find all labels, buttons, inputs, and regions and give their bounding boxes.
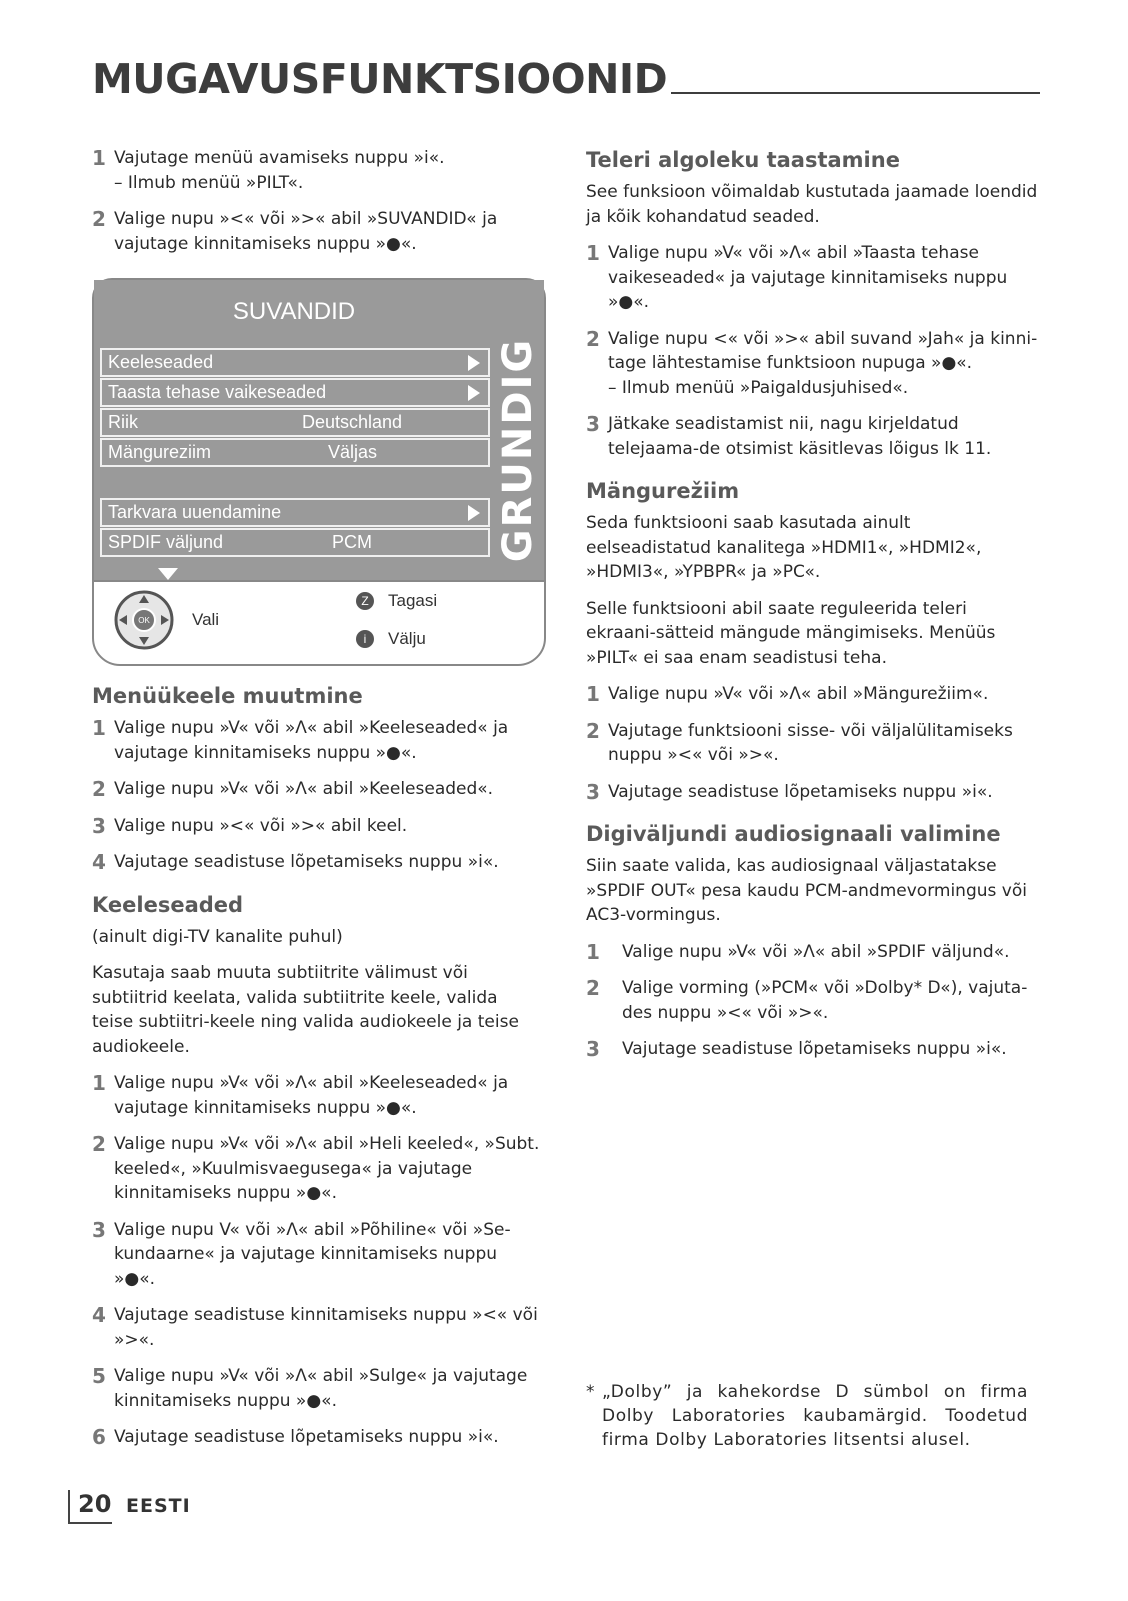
step-text: Valige nupu »V« või »Λ« abil »Taasta tehase vaikeseaded« ja vajutage kinnitamiseks nuppu »●«. <box>608 243 1008 312</box>
step-text: Valige nupu »V« või »Λ« abil »Keeleseaded« ja vajutage kinnitamiseks nuppu »●«. <box>114 718 509 763</box>
step-text: Valige nupu »<« või »>« abil »SUVANDID« ja vajutage kinnitamiseks nuppu »●«. <box>114 209 498 254</box>
step <box>92 850 542 875</box>
step-number: 2 <box>92 207 106 231</box>
section-title: Teleri algoleku taastamine <box>586 148 900 172</box>
step-text: Valige nupu »V« või »Λ« abil »Sulge« ja vajutage kinnitamiseks nuppu »●«. <box>114 1366 528 1411</box>
back-label: Tagasi <box>388 591 438 610</box>
step-text: Valige nupu V« või »Λ« abil »Põhiline« või »Se-kundaarne« ja vajutage kinnitamiseks nuppu »●«. <box>114 1219 511 1289</box>
step <box>586 1037 1038 1062</box>
arrow-right-icon <box>468 355 480 371</box>
page-header <box>92 54 1040 104</box>
menu-row-label: Taasta tehase vaikeseaded <box>108 382 327 402</box>
step <box>92 814 542 839</box>
exit-label: Välju <box>388 629 426 648</box>
step-text: Vajutage seadistuse kinnitamiseks nuppu »<« või »>«. <box>114 1305 538 1350</box>
footer-bracket <box>68 1522 112 1524</box>
step <box>586 940 1038 965</box>
menu-row-label: SPDIF väljund <box>108 532 224 552</box>
scroll-down-icon <box>158 568 178 580</box>
step-number: 1 <box>92 1071 106 1095</box>
step-text: Vajutage funktsiooni sisse- või väljalülitamiseks nuppu »<« või »>«. <box>608 720 1013 765</box>
step-text: Jätkake seadistamist nii, nagu kirjeldatud telejaama-de otsimist käsitlevas lõigus lk 11. <box>608 414 992 459</box>
step-text: Vajutage seadistuse lõpetamiseks nuppu »i«. <box>608 781 993 802</box>
step-number: 4 <box>92 1303 106 1327</box>
section-paragraph: Selle funktsiooni abil saate reguleerida teleri ekraani-sätteid mängude mängimiseks. Menüüs »PILT« ei saa enam seadistusi teha. <box>586 598 996 668</box>
footnote-mark: * <box>586 1382 595 1402</box>
step-number: 1 <box>586 682 600 706</box>
step <box>586 780 1038 805</box>
page-title: MUGAVUSFUNKTSIOONID <box>92 54 671 104</box>
step-number: 1 <box>586 939 600 964</box>
menu-title: SUVANDID <box>232 298 356 325</box>
step-number: 2 <box>586 718 600 743</box>
step-subtext: – Ilmub menüü »Paigaldusjuhised«. <box>608 377 909 398</box>
menu-row-label: Keeleseaded <box>108 352 214 372</box>
step <box>92 1218 542 1292</box>
step <box>92 777 542 802</box>
step <box>92 1364 542 1413</box>
menu-row-value: Väljas <box>328 442 378 462</box>
step-text: Valige nupu »V« või »Λ« abil »Keeleseaded« ja vajutage kinnitamiseks nuppu »●«. <box>114 1073 509 1118</box>
menu-row-factory-reset <box>100 378 490 407</box>
step <box>92 1303 542 1352</box>
step-number: 2 <box>586 976 600 1000</box>
step <box>92 1071 542 1120</box>
section-paragraph: Seda funktsiooni saab kasutada ainult eelseadistatud kanalitega »HDMI1«, »HDMI2«, »HDMI3«, »YPBPR« ja »PC«. <box>586 513 982 582</box>
step-text: Valige nupu <« või »>« abil suvand »Jah« ja kinni-tage lähtestamise funktsioon nupuga »●«. <box>608 328 1038 373</box>
section-title: Menüükeele muutmine <box>92 684 363 708</box>
step-text: Vajutage menüü avamiseks nuppu »i«. <box>114 148 445 168</box>
section-note: (ainult digi-TV kanalite puhul) <box>92 926 343 947</box>
footer-bracket <box>68 1490 70 1522</box>
menu-row-label: Tarkvara uuendamine <box>108 502 282 522</box>
step-text: Valige nupu »<« või »>« abil keel. <box>114 815 408 836</box>
navigation-pad-icon <box>114 590 174 650</box>
left-column <box>92 146 542 1462</box>
step <box>92 716 542 765</box>
step <box>92 1425 542 1450</box>
section-paragraph: Siin saate valida, kas audiosignaal väljastatakse »SPDIF OUT« pesa kaudu PCM-andmevormingus või AC3-vormingus. <box>586 856 1027 925</box>
language-label: EESTI <box>126 1495 191 1517</box>
menu-row-label: Riik <box>108 412 138 432</box>
menu-row-value: Deutschland <box>302 412 403 432</box>
page-number: 20 <box>78 1490 112 1518</box>
step-text: Valige vorming (»PCM« või »Dolby* D«), vajuta-des nuppu »<« või »>«. <box>622 978 1028 1023</box>
section-paragraph: See funksioon võimaldab kustutada jaamade loendid ja kõik kohandatud seaded. <box>586 182 1038 227</box>
arrow-right-icon <box>468 385 480 401</box>
step-subtext: – Ilmub menüü »PILT«. <box>114 172 304 193</box>
step-text: Vajutage seadistuse lõpetamiseks nuppu »i«. <box>114 852 499 872</box>
section-paragraph: Kasutaja saab muuta subtiitrite välimust või subtiitrid keelata, valida subtiitrite keele, valida teise subtiitri-keele ning valida audiokeele ja teise audiokeele. <box>92 963 519 1057</box>
section-title: Keeleseaded <box>92 892 244 917</box>
nav-label: Vali <box>192 610 220 629</box>
options-menu-screenshot <box>92 278 546 666</box>
info-key-icon: i <box>356 630 374 648</box>
nav-ok-label: OK <box>138 616 150 625</box>
menu-row-language <box>100 348 490 377</box>
section-title: Mängurežiim <box>586 479 740 503</box>
intro-step <box>92 207 542 256</box>
step-number: 3 <box>586 1037 600 1061</box>
step-number: 3 <box>92 813 106 838</box>
step-number: 4 <box>92 850 106 874</box>
step <box>586 327 1038 401</box>
step-number: 5 <box>92 1364 106 1388</box>
step-number: 2 <box>92 777 106 801</box>
right-column <box>586 146 1038 1074</box>
step-text: Vajutage seadistuse lõpetamiseks nuppu »i«. <box>622 1039 1007 1059</box>
step-number: 6 <box>92 1425 106 1449</box>
menu-row-value: PCM <box>332 532 372 552</box>
back-key-icon: Z <box>356 592 374 610</box>
step-text: Valige nupu »V« või »Λ« abil »Keeleseaded«. <box>114 779 494 799</box>
footnote-text: „Dolby” ja kahekordse D sümbol on firma Dolby Laboratories kaubamärgid. Toodetud firma Dolby Laboratories litsentsi alusel. <box>602 1382 1028 1450</box>
step-text: Valige nupu »V« või »Λ« abil »Heli keeled«, »Subt. keeled«, »Kuulmisvaegusega« ja vajutage kinnitamiseks nuppu »●«. <box>114 1134 540 1203</box>
step-number: 3 <box>586 412 600 436</box>
section-title: Digiväljundi audiosignaali valimine <box>586 822 1001 846</box>
step-text: Valige nupu »V« või »Λ« abil »Mängurežiim«. <box>608 684 989 704</box>
menu-row-label: Mängureziim <box>108 442 212 462</box>
step-number: 1 <box>92 146 106 170</box>
step-text: Vajutage seadistuse lõpetamiseks nuppu »i«. <box>114 1427 499 1447</box>
grundig-logo <box>495 337 541 563</box>
step-text: Valige nupu »V« või »Λ« abil »SPDIF väljund«. <box>622 941 1010 962</box>
arrow-right-icon <box>468 505 480 521</box>
intro-step <box>92 146 542 195</box>
menu-row-spdif <box>100 528 490 557</box>
step-number: 3 <box>92 1217 106 1242</box>
logo-text: GRUNDIG <box>495 337 541 563</box>
menu-row-country <box>100 408 490 437</box>
step-number: 1 <box>92 716 106 740</box>
step <box>586 682 1038 707</box>
step-number: 2 <box>586 326 600 351</box>
step <box>92 1132 542 1206</box>
step-number: 3 <box>586 779 600 804</box>
step-number: 2 <box>92 1132 106 1156</box>
step <box>586 976 1038 1025</box>
step <box>586 719 1038 768</box>
step-number: 1 <box>586 241 600 265</box>
step <box>586 241 1038 315</box>
menu-row-software-update <box>100 498 490 527</box>
menu-row-game-mode <box>100 438 490 467</box>
footnote <box>586 1380 1028 1452</box>
step <box>586 412 1038 461</box>
